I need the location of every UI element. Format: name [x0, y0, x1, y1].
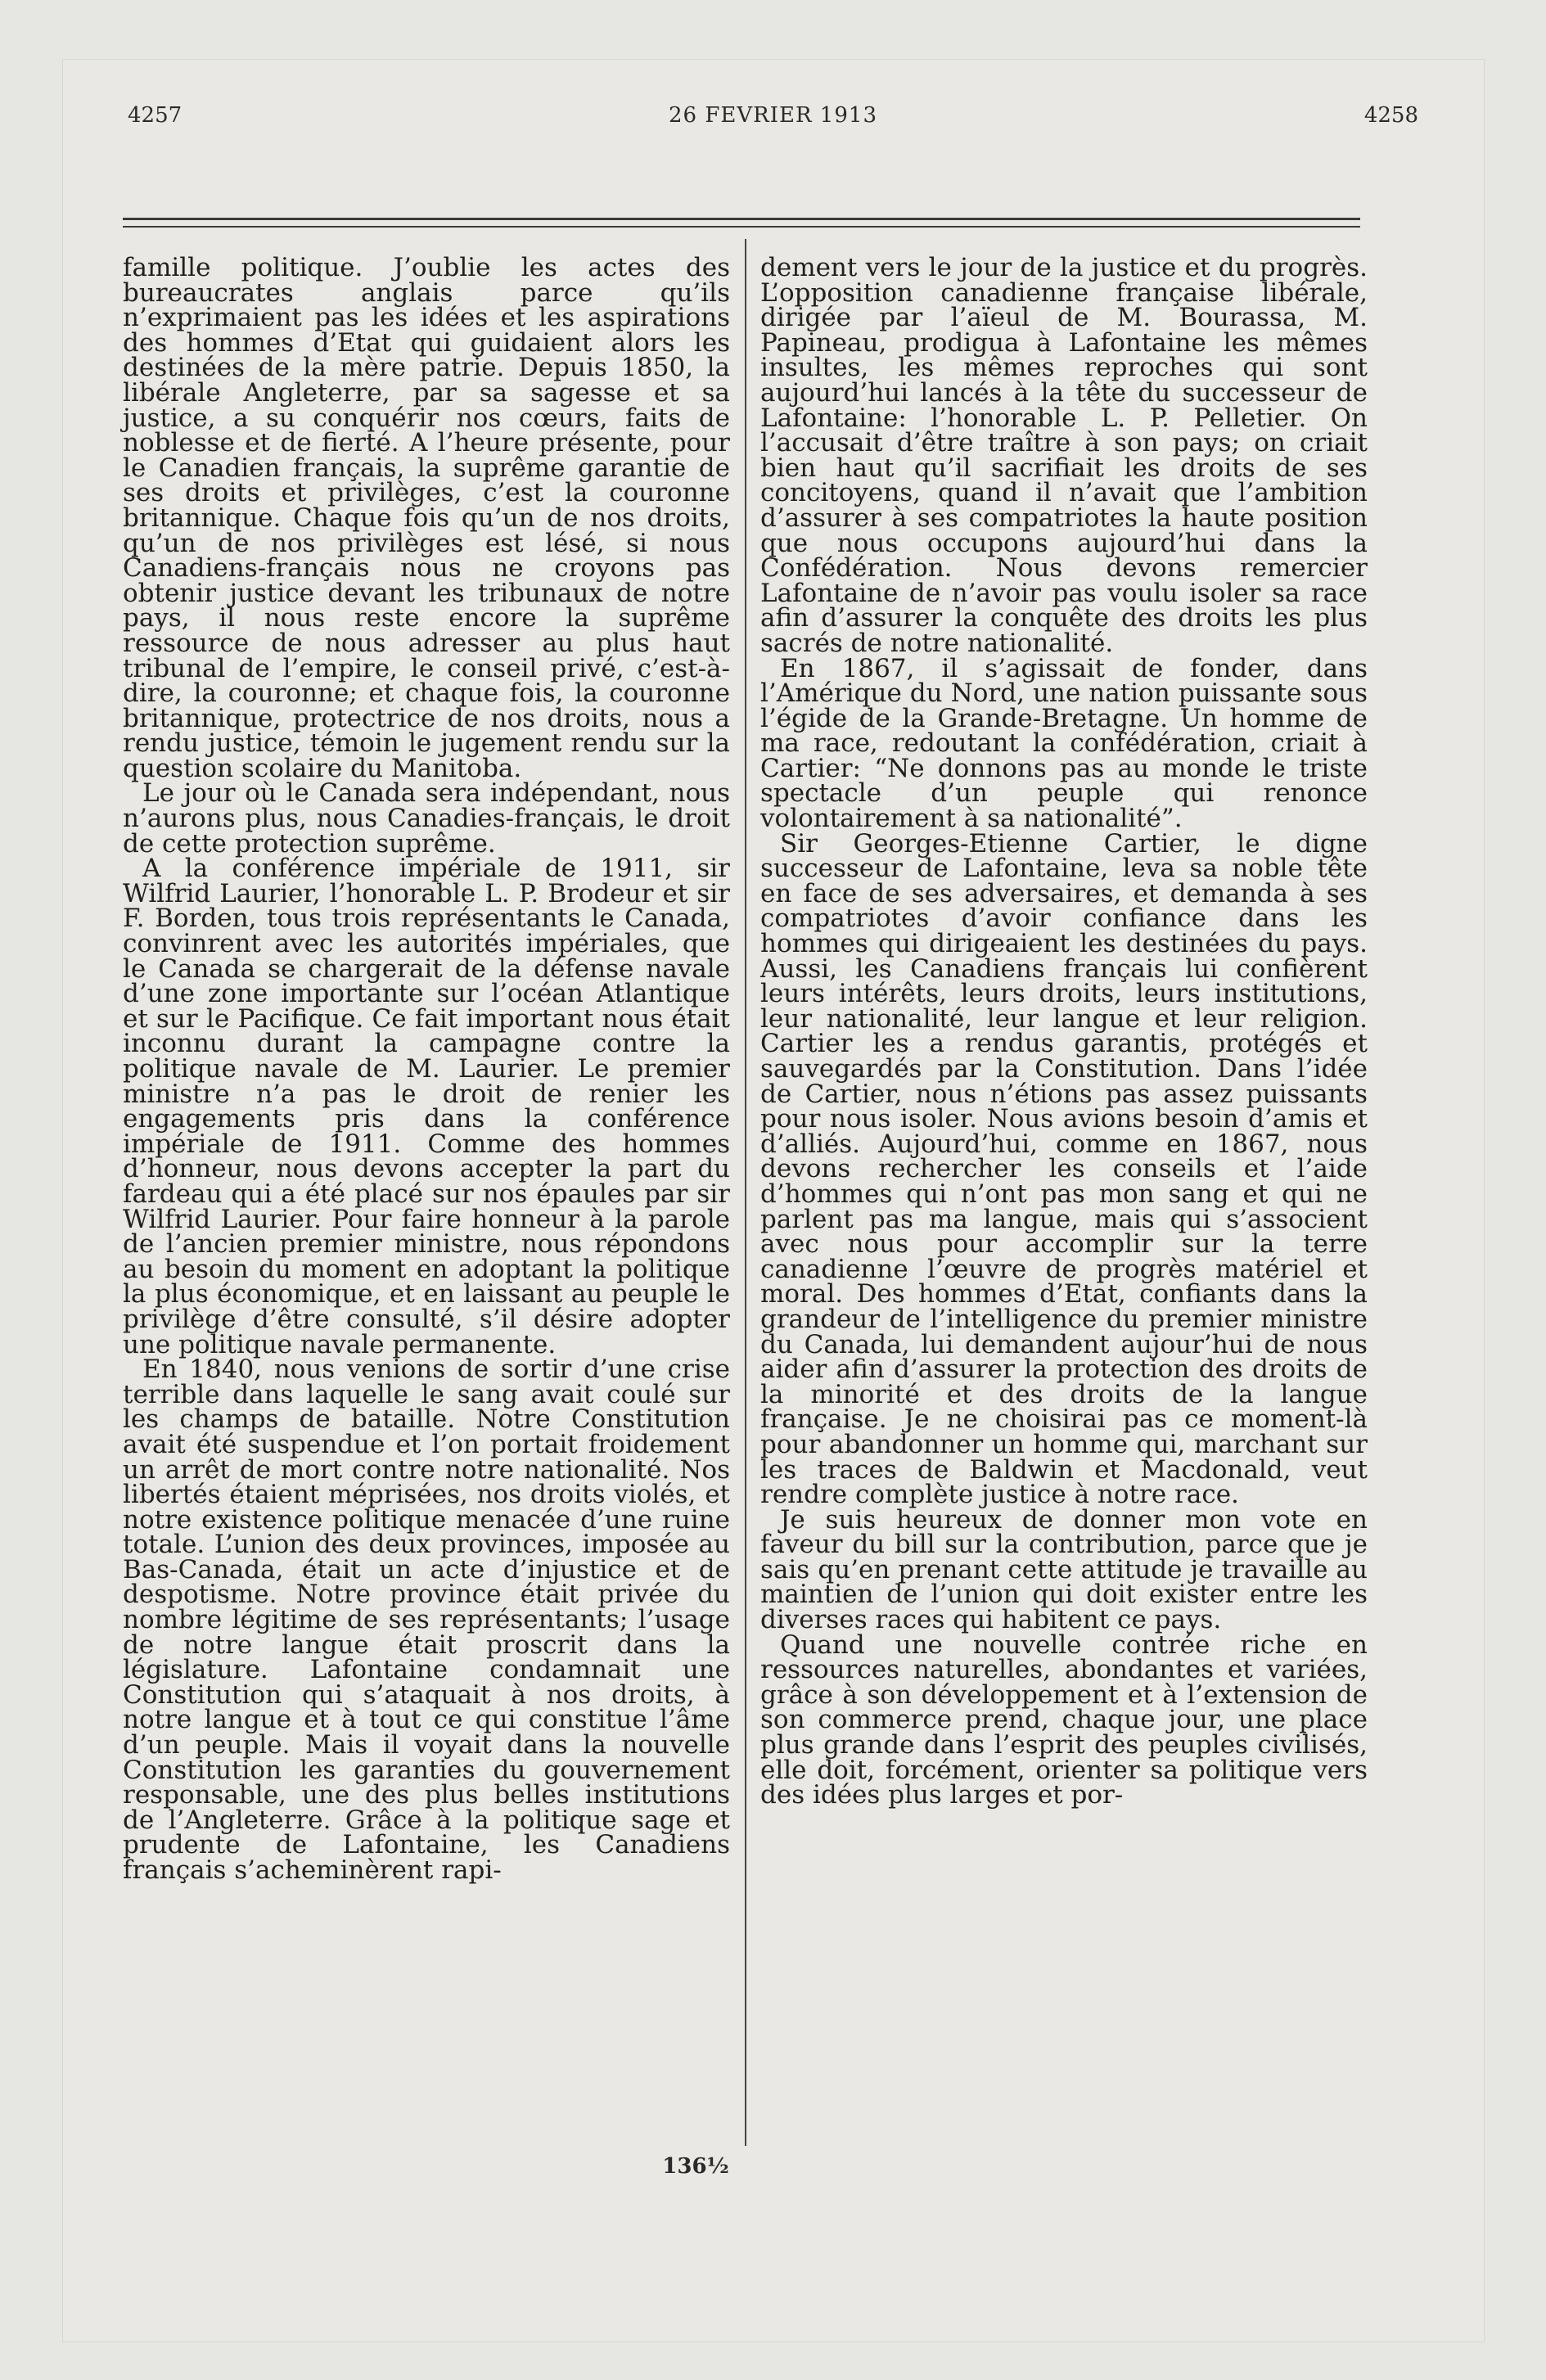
right-column	[760, 255, 1368, 1808]
page-number-right: 4258	[1363, 103, 1418, 128]
column-divider	[745, 239, 746, 2146]
paragraph: dement vers le jour de la justice et du progrès. L’opposition canadienne française libérale, dirigée par l’aïeul de M. Bourassa, M. Papineau, prodigua à Lafontaine les mêmes insultes, les mêmes reproches qui sont aujourd’hui lancés à la tête du successeur de Lafontaine: l’honorable L. P. Pelletier. On l’accusait d’être traître à son pays; on criait bien haut qu’il sacrifiait les droits de ses concitoyens, quand il n’avait que l’ambition d’assurer à ses compatriotes la haute position que nous occupons aujourd’hui dans la Confédération. Nous devons remercier Lafontaine de n’avoir pas voulu isoler sa race afin d’assurer la conquête des droits les plus sacrés de notre nationalité.	[760, 253, 1368, 658]
header-rule-bottom	[123, 226, 1360, 228]
header-date: 26 FEVRIER 1913	[669, 103, 877, 128]
paragraph: Je suis heureux de donner mon vote en faveur du bill sur la contribution, parce que je sais qu’en prenant cette attitude je travaille au maintien de l’union qui doit exister entre les diverses races qui habitent ce pays.	[760, 1504, 1368, 1635]
page-header	[62, 103, 1484, 136]
sheet-number: 136½	[662, 2154, 729, 2179]
header-rule-top	[123, 218, 1360, 220]
paragraph: En 1867, il s’agissait de fonder, dans l’Amérique du Nord, une nation puissante sous l’égide de la Grande-Bretagne. Un homme de ma race, redoutant la confédération, criait à Cartier: “Ne donnons pas au monde le triste spectacle d’un peuple qui renonce volontairement à sa nationalité”.	[760, 653, 1368, 834]
paragraph: famille politique. J’oublie les actes des bureaucrates anglais parce qu’ils n’exprimaient pas les idées et les aspirations des hommes d’Etat qui guidaient alors les destinées de la mère patrie. Depuis 1850, la libérale Angleterre, par sa sagesse et sa justice, a su conquérir nos cœurs, faits de noblesse et de fierté. A l’heure présente, pour le Canadien français, la suprême garantie de ses droits et privilèges, c’est la couronne britannique. Chaque fois qu’un de nos droits, qu’un de nos privilèges est lésé, si nous Canadiens-français nous ne croyons pas obtenir justice devant les tribunaux de notre pays, il nous reste encore la suprême ressource de nous adresser au plus haut tribunal de l’empire, le conseil privé, c’est-à-dire, la couronne; et chaque fois, la couronne britannique, protectrice de nos droits, nous a rendu justice, témoin le jugement rendu sur la question scolaire du Manitoba.	[123, 253, 730, 783]
paragraph: Sir Georges-Etienne Cartier, le digne successeur de Lafontaine, leva sa noble tête en face de ses adversaires, et demanda à ses compatriotes d’avoir confiance dans les hommes qui dirigeaient les destinées du pays. Aussi, les Canadiens français lui confièrent leurs intérêts, leurs droits, leurs institutions, leur nationalité, leur langue et leur religion. Cartier les a rendus garantis, protégés et sauvegardés par la Constitution. Dans l’idée de Cartier, nous n’étions pas assez puissants pour nous isoler. Nous avions besoin d’amis et d’alliés. Aujourd’hui, comme en 1867, nous devons rechercher les conseils et l’aide d’hommes qui n’ont pas mon sang et qui ne parlent pas ma langue, mais qui s’associent avec nous pour accomplir sur la terre canadienne l’œuvre de progrès matériel et moral. Des hommes d’Etat, confiants dans la grandeur de l’intelligence du premier ministre du Canada, lui demandent aujour’hui de nous aider afin d’assurer la protection des droits de la minorité et des droits de la langue française. Je ne choisirai pas ce moment-là pour abandonner un homme qui, marchant sur les traces de Baldwin et Macdonald, veut rendre complète justice à notre race.	[760, 828, 1368, 1510]
paragraph: En 1840, nous venions de sortir d’une crise terrible dans laquelle le sang avait coulé sur les champs de bataille. Notre Constitution avait été suspendue et l’on portait froidement un arrêt de mort contre notre nationalité. Nos libertés étaient méprisées, nos droits violés, et notre existence politique menacée d’une ruine totale. L’union des deux provinces, imposée au Bas-Canada, était un acte d’injustice et de despotisme. Notre province était privée du nombre légitime de ses représentants; l’usage de notre langue était proscrit dans la législature. Lafontaine condamnait une Constitution qui s’ataquait à nos droits, à notre langue et à tout ce qui constitue l’âme d’un peuple. Mais il voyait dans la nouvelle Constitution les garanties du gouvernement responsable, une des plus belles institutions de l’Angleterre. Grâce à la politique sage et prudente de Lafontaine, les Canadiens français s’acheminèrent rapi-	[123, 1355, 730, 1885]
paragraph: Quand une nouvelle contrée riche en ressources naturelles, abondantes et variées, grâce à son développement et à l’extension de son commerce prend, chaque jour, une place plus grande dans l’esprit des peuples civilisés, elle doit, forcément, orienter sa politique vers des idées plus larges et por-	[760, 1629, 1368, 1810]
paragraph: A la conférence impériale de 1911, sir Wilfrid Laurier, l’honorable L. P. Brodeur et sir F. Borden, tous trois représentants le Canada, convinrent avec les autorités impériales, que le Canada se chargerait de la défense navale d’une zone importante sur l’océan Atlantique et sur le Pacifique. Ce fait important nous était inconnu durant la campagne contre la politique navale de M. Laurier. Le premier ministre n’a pas le droit de renier les engagements pris dans la conférence impériale de 1911. Comme des hommes d’honneur, nous devons accepter la part du fardeau qui a été placé sur nos épaules par sir Wilfrid Laurier. Pour faire honneur à la parole de l’ancien premier ministre, nous répondons au besoin du moment en adoptant la politique la plus économique, et en laissant au peuple le privilège d’être consulté, s’il désire adopter une politique navale permanente.	[123, 854, 730, 1359]
left-column	[123, 255, 730, 1883]
paragraph: Le jour où le Canada sera indépendant, nous n’aurons plus, nous Canadies-français, le droit de cette protection suprême.	[123, 778, 730, 859]
page-number-left: 4257	[128, 103, 183, 128]
